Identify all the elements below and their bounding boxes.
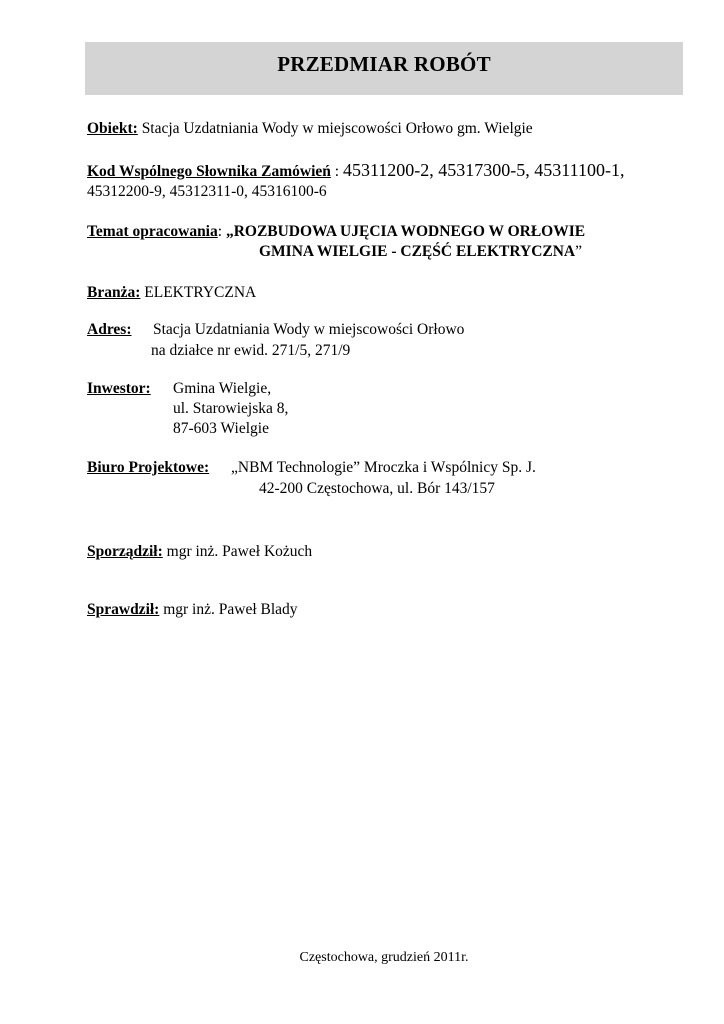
branza-row xyxy=(87,283,256,303)
temat-line2: GMINA WIELGIE - CZĘŚĆ ELEKTRYCZNA xyxy=(259,243,576,260)
biuro-line2: 42-200 Częstochowa, ul. Bór 143/157 xyxy=(259,480,495,497)
kod-codes-line1: 45311200-2, 45317300-5, 45311100-1, xyxy=(342,160,625,180)
sprawdzil-label: Sprawdził: xyxy=(87,601,160,618)
sporzadzil-label: Sporządził: xyxy=(87,543,163,560)
title-banner xyxy=(85,42,683,95)
inwestor-line2: ul. Starowiejska 8, xyxy=(173,400,289,417)
sporzadzil-row xyxy=(87,542,312,562)
sprawdzil-row xyxy=(87,600,298,620)
temat-line1: „ROZBUDOWA UJĘCIA WODNEGO W ORŁOWIE xyxy=(225,223,586,240)
kod-row xyxy=(87,160,624,182)
biuro-row xyxy=(87,458,209,478)
inwestor-label: Inwestor: xyxy=(87,380,151,397)
adres-line1: Stacja Uzdatniania Wody w miejscowości Orłowo xyxy=(153,321,465,338)
biuro-label: Biuro Projektowe: xyxy=(87,459,210,476)
obiekt-label: Obiekt: xyxy=(87,120,138,137)
obiekt-row xyxy=(87,119,533,139)
sporzadzil-value: mgr inż. Paweł Kożuch xyxy=(166,543,313,560)
footer-place-date: Częstochowa, grudzień 2011r. xyxy=(299,950,469,965)
temat-separator: : xyxy=(217,223,226,240)
inwestor-line1: Gmina Wielgie, xyxy=(173,380,272,397)
inwestor-row xyxy=(87,379,151,399)
temat-row xyxy=(87,222,585,242)
inwestor-line3: 87-603 Wielgie xyxy=(173,420,269,437)
adres-row xyxy=(87,320,132,340)
temat-label: Temat opracowania xyxy=(87,223,218,240)
kod-separator: : xyxy=(330,163,343,180)
temat-close-quote: ” xyxy=(575,243,583,260)
page-title: PRZEDMIAR ROBÓT xyxy=(277,52,491,76)
temat-line2-row xyxy=(259,242,582,262)
biuro-line1: „NBM Technologie” Mroczka i Wspólnicy Sp. J. xyxy=(231,459,536,476)
branza-label: Branża: xyxy=(87,284,141,301)
kod-codes-line2: 45312200-9, 45312311-0, 45316100-6 xyxy=(87,183,327,200)
kod-label: Kod Wspólnego Słownika Zamówień xyxy=(87,163,331,180)
sprawdzil-value: mgr inż. Paweł Blady xyxy=(163,601,298,618)
adres-label: Adres: xyxy=(87,321,132,338)
adres-line2: na działce nr ewid. 271/5, 271/9 xyxy=(151,342,351,359)
obiekt-value: Stacja Uzdatniania Wody w miejscowości Orłowo gm. Wielgie xyxy=(141,120,533,137)
branza-value: ELEKTRYCZNA xyxy=(144,284,257,301)
